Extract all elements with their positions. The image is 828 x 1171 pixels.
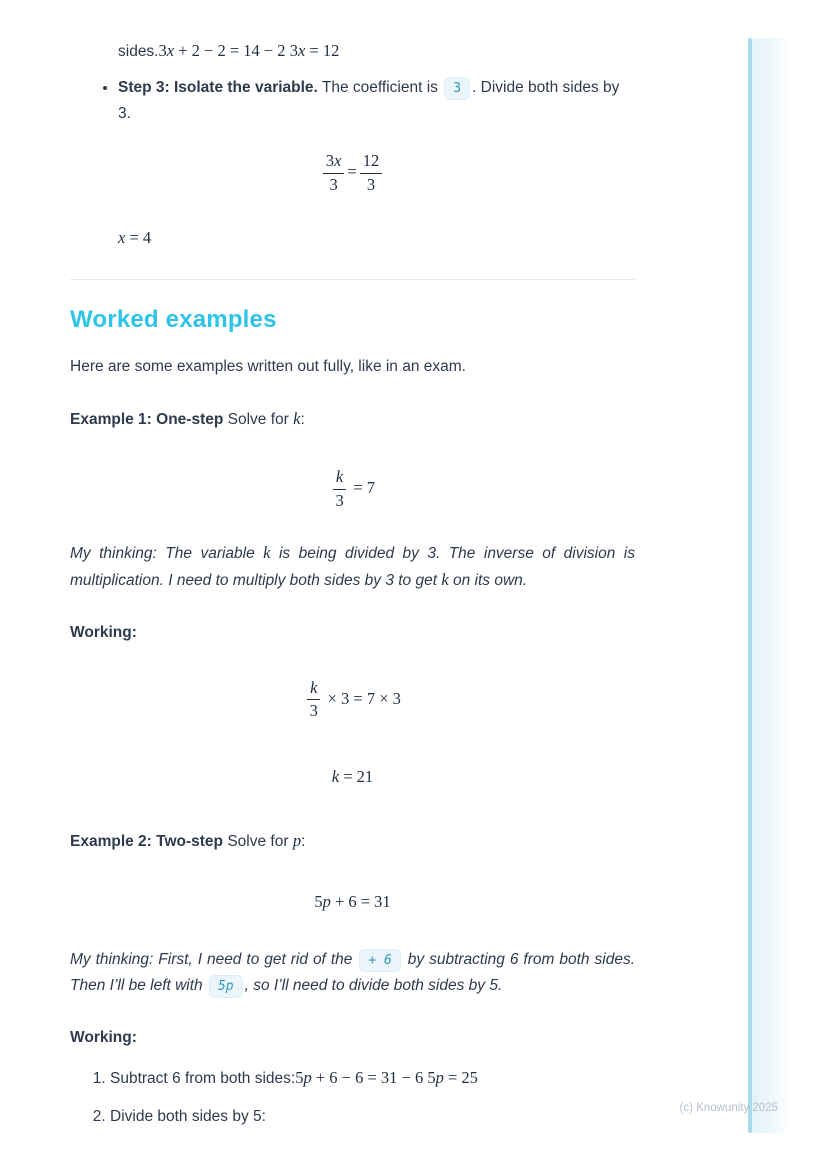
equation-x-equals-4 [118,225,635,251]
working2-label [70,1025,635,1051]
working-steps-list [70,1065,635,1130]
example2-text: Solve for [223,832,293,850]
step3-bullet-item [118,75,635,127]
equation-3x-over-3 [70,151,635,195]
page-edge-panel [752,38,790,1133]
math-token: 5 [427,1067,436,1087]
step3-text-2: . Divide both sides by 3. [118,79,620,122]
fraction-lhs [333,467,346,511]
math-token: + 6 − 6 = 31 − 6 [311,1067,428,1087]
math-token: = 7 [349,478,376,498]
math-token: = 25 [443,1067,478,1087]
working-step-1 [110,1065,635,1092]
example2-label: Example 2: Two-step [70,832,224,850]
page-edge-line [748,38,752,1133]
math-variable: p [292,830,302,850]
step3-label: Step 3: Isolate the variable. [118,79,318,96]
math-token: 3 [325,151,335,170]
equation-k-over-3 [70,467,635,511]
thinking2-text: , so I’ll need to divide both sides by 5. [244,976,503,994]
coefficient-chip: 3 [444,77,470,100]
fraction-numerator [323,151,345,174]
equation-k-work [70,678,635,722]
inline-equation-step2 [159,41,340,60]
math-token: + 2 − 2 = 14 − 2 [174,41,290,60]
5p-chip: 5p [209,975,243,998]
working1-label [70,620,635,646]
thinking2-paragraph [70,947,635,999]
math-variable: p [435,1067,444,1087]
fraction-numerator: 12 [360,151,383,174]
thinking1-text: on its own. [448,571,528,589]
step3-text-1: The coefficient is [317,79,443,96]
fraction-denominator: 3 [309,701,318,721]
section-heading: Worked examples [70,306,277,334]
thinking1-text: My thinking: The variable [70,544,264,562]
step-text: Divide both sides by 5: [110,1107,266,1125]
math-variable: p [303,1067,312,1087]
math-variable: k [310,677,318,697]
math-variable: p [322,891,331,911]
math-token: 3 [158,41,167,60]
math-variable: x [297,41,306,60]
fraction-rhs [360,151,383,195]
math-token: 5 [314,891,323,911]
math-token: = 12 [305,41,340,60]
math-token: 3 [289,41,298,60]
thinking2-text: by subtracting 6 from both sides. Then I’ll be left with [70,950,635,994]
math-variable: x [166,41,175,60]
inline-math [293,831,301,850]
fraction-numerator [333,467,346,490]
fraction-denominator: 3 [366,174,376,194]
thinking1-paragraph [70,540,635,594]
math-token: 5 [295,1067,304,1087]
fraction-lhs [307,678,320,722]
math-variable: x [118,228,126,248]
fraction-lhs [323,151,345,195]
inline-math [263,543,270,562]
step-text: Subtract 6 from both sides: [110,1069,296,1087]
math-token: = 21 [339,766,374,786]
step2-continuation-line [118,38,635,65]
plus-6-chip: + 6 [359,949,400,972]
equation-k-result [70,764,635,790]
math-variable: k [441,569,449,589]
math-variable: x [334,151,342,170]
inline-equation-step [295,1068,478,1087]
math-variable: k [263,542,271,562]
inline-math [441,570,448,589]
working-label-text: Working: [70,623,137,641]
intro-paragraph: Here are some examples written out fully, like in an exam. [70,358,466,376]
thinking1-text: is being divided by 3. The inverse of division is multiplication. I need to multiply both sides by 3 to get [70,544,635,589]
fraction-numerator [307,678,320,701]
example1-colon: : [300,411,305,429]
math-token: + 6 = 31 [330,891,391,911]
math-variable: k [293,409,301,429]
example2-colon: : [301,832,306,850]
working-step-2 [110,1104,635,1130]
math-token: = 4 [125,228,152,248]
math-variable: k [335,467,344,487]
example1-label: Example 1: One-step [70,411,224,429]
copyright-footer: (c) Knowunity 2025 [679,1102,778,1114]
steps-bullet-list [70,75,635,127]
equation-5p-plus-6 [70,889,635,915]
example2-heading [70,828,635,855]
section-divider [70,279,635,280]
math-token: × 3 = 7 × 3 [323,688,401,708]
math-variable: k [331,766,340,786]
fraction-denominator: 3 [335,490,344,510]
step2-tail-text: sides. [118,43,159,60]
example1-text: Solve for [223,411,294,429]
fraction-denominator: 3 [329,174,338,194]
working-label-text: Working: [70,1028,137,1046]
example1-heading [70,406,635,433]
thinking2-text: My thinking: First, I need to get rid of the [70,950,358,968]
equals-sign: = [347,161,357,181]
